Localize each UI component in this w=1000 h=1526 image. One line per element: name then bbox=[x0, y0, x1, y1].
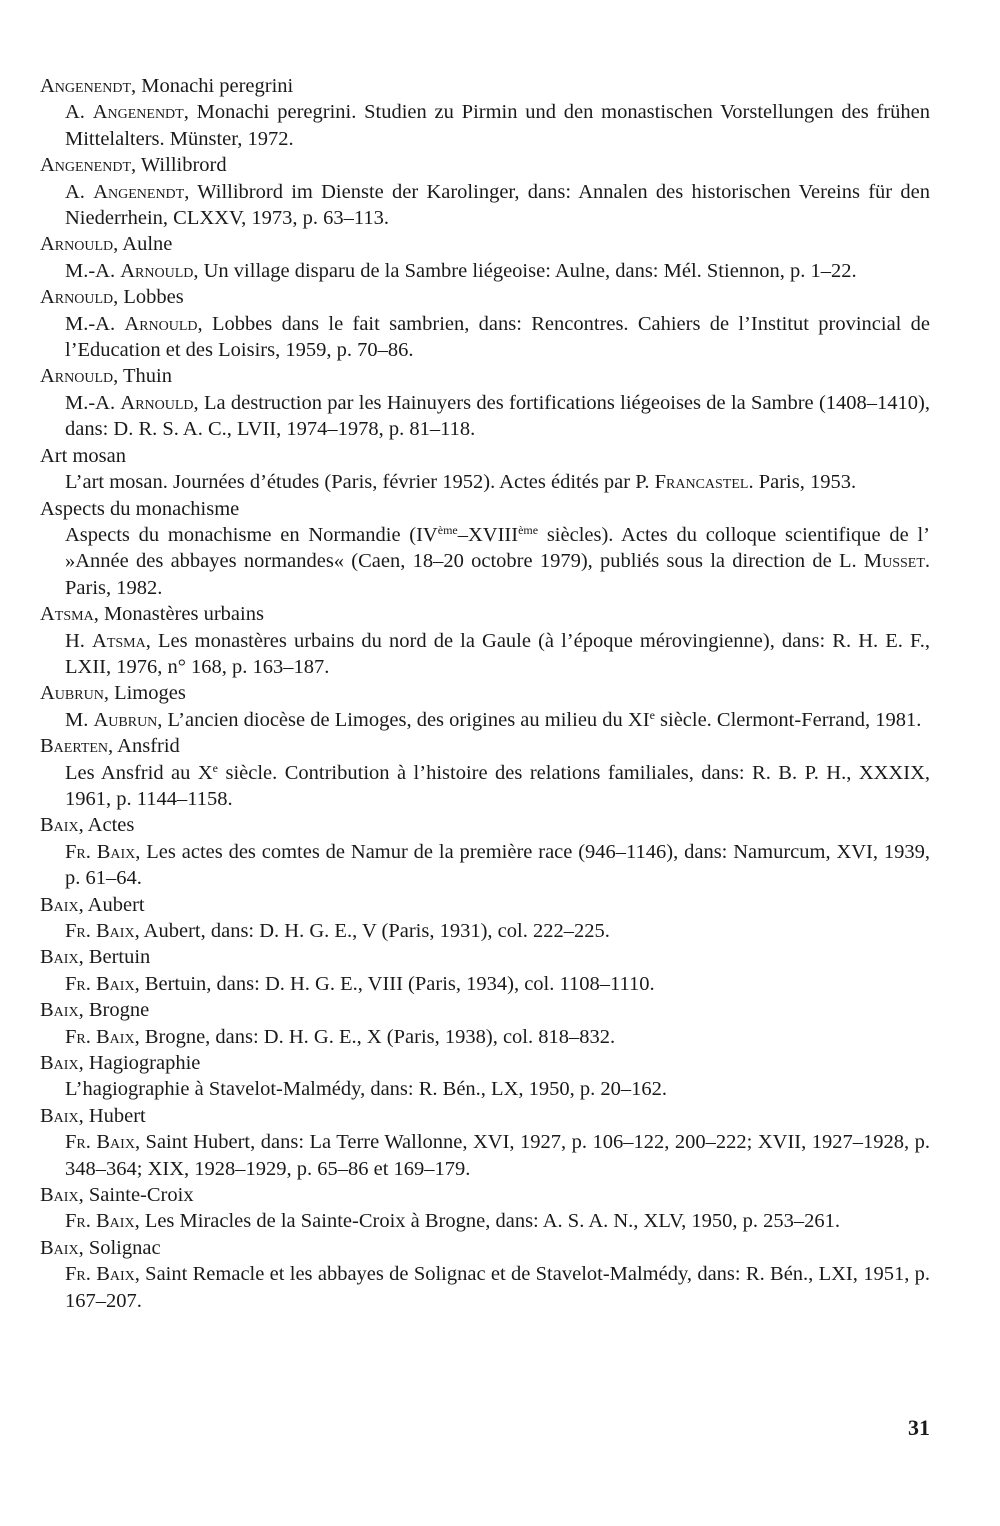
entry-reference: Fr. Baix, Les Miracles de la Sainte-Croix à Brogne, dans: A. S. A. N., XLV, 1950, p. 253–261. bbox=[65, 1210, 841, 1233]
entry-heading: Baix, Actes bbox=[40, 814, 135, 837]
page-number: 31 bbox=[908, 1415, 930, 1440]
entry-reference: L’hagiographie à Stavelot-Malmédy, dans: R. Bén., LX, 1950, p. 20–162. bbox=[65, 1078, 667, 1101]
bibliography-entry bbox=[40, 680, 930, 733]
bibliography-entry bbox=[40, 892, 930, 945]
bibliography-entry bbox=[40, 733, 930, 812]
entry-reference: A. Angenendt, Monachi peregrini. Studien zu Pirmin und den monastischen Vorstellungen des frühen Mittelalters. Münster, 1972. bbox=[65, 101, 930, 150]
entry-heading: Baix, Bertuin bbox=[40, 946, 151, 969]
entry-heading: Art mosan bbox=[40, 444, 126, 467]
entry-heading: Baix, Solignac bbox=[40, 1236, 161, 1259]
entry-reference: H. Atsma, Les monastères urbains du nord de la Gaule (à l’époque mérovingienne), dans: R. H. E. F., LXII, 1976, n° 168, p. 163–187. bbox=[65, 629, 930, 678]
bibliography-entry bbox=[40, 284, 930, 363]
bibliography-list bbox=[40, 73, 930, 1314]
entry-reference: Fr. Baix, Bertuin, dans: D. H. G. E., VIII (Paris, 1934), col. 1108–1110. bbox=[65, 972, 655, 995]
entry-reference: Fr. Baix, Brogne, dans: D. H. G. E., X (Paris, 1938), col. 818–832. bbox=[65, 1025, 616, 1048]
entry-reference: L’art mosan. Journées d’études (Paris, février 1952). Actes édités par P. Francastel. Paris, 1953. bbox=[65, 471, 857, 494]
bibliography-entry bbox=[40, 1050, 930, 1103]
entry-heading: Angenendt, Monachi peregrini bbox=[40, 75, 294, 97]
bibliography-entry bbox=[40, 812, 930, 891]
entry-reference: Fr. Baix, Les actes des comtes de Namur de la première race (946–1146), dans: Namurcum, XVI, 1939, p. 61–64. bbox=[65, 840, 930, 890]
bibliography-entry bbox=[40, 1182, 930, 1235]
bibliography-entry bbox=[40, 944, 930, 997]
bibliography-entry bbox=[40, 997, 930, 1050]
entry-reference: M.-A. Arnould, La destruction par les Hainuyers des fortifications liégeoises de la Sambre (1408–1410), dans: D. R. S. A. C., LVII, 1974–1978, p. 81–118. bbox=[65, 391, 930, 441]
entry-heading: Arnould, Aulne bbox=[40, 233, 173, 256]
entry-reference: M.-A. Arnould, Un village disparu de la Sambre liégeoise: Aulne, dans: Mél. Stiennon, p. 1–22. bbox=[65, 259, 857, 282]
entry-heading: Baix, Hubert bbox=[40, 1104, 146, 1127]
entry-reference: Fr. Baix, Saint Remacle et les abbayes de Solignac et de Stavelot-Malmédy, dans: R. Bén., LXI, 1951, p. 167–207. bbox=[65, 1263, 930, 1312]
entry-reference: M. Aubrun, L’ancien diocèse de Limoges, des origines au milieu du XIe siècle. Clermont-Ferrand, 1981. bbox=[65, 707, 922, 731]
bibliography-entry bbox=[40, 601, 930, 680]
bibliography-entry bbox=[40, 496, 930, 602]
entry-reference: Les Ansfrid au Xe siècle. Contribution à l’histoire des relations familiales, dans: R. B. P. H., XXXIX, 1961, p. 1144–1158. bbox=[65, 760, 930, 810]
bibliography-entry bbox=[40, 1235, 930, 1314]
bibliography-entry bbox=[40, 152, 930, 231]
entry-reference: Fr. Baix, Saint Hubert, dans: La Terre Wallonne, XVI, 1927, p. 106–122, 200–222; XVII, 1927–1928, p. 348–364; XIX, 1928–1929, p. 65–86 et 169–179. bbox=[65, 1131, 930, 1180]
bibliography-entry bbox=[40, 363, 930, 442]
bibliography-entry bbox=[40, 443, 930, 496]
entry-heading: Baix, Sainte-Croix bbox=[40, 1184, 194, 1207]
entry-heading: Arnould, Thuin bbox=[40, 365, 172, 388]
entry-heading: Arnould, Lobbes bbox=[40, 286, 184, 309]
entry-heading: Baix, Brogne bbox=[40, 999, 150, 1022]
entry-heading: Baix, Hagiographie bbox=[40, 1052, 201, 1075]
entry-heading: Aubrun, Limoges bbox=[40, 682, 186, 705]
bibliography-entry bbox=[40, 1103, 930, 1182]
bibliography-entry bbox=[40, 73, 930, 152]
entry-reference: Aspects du monachisme en Normandie (IVème–XVIIIème siècles). Actes du colloque scientifique de l’ »Année des abbayes normandes« (Caen, 18–20 octobre 1979), publiés sous la direction de L. Musset. Paris, 1982. bbox=[65, 522, 931, 599]
entry-heading: Atsma, Monastères urbains bbox=[40, 603, 264, 626]
entry-heading: Baerten, Ansfrid bbox=[40, 735, 180, 758]
entry-reference: M.-A. Arnould, Lobbes dans le fait sambrien, dans: Rencontres. Cahiers de l’Institut provincial de l’Education et des Loisirs, 1959, p. 70–86. bbox=[65, 312, 930, 362]
entry-heading: Baix, Aubert bbox=[40, 893, 145, 916]
bibliography-entry bbox=[40, 231, 930, 284]
entry-heading: Aspects du monachisme bbox=[40, 497, 240, 520]
entry-heading: Angenendt, Willibrord bbox=[40, 154, 227, 177]
entry-reference: Fr. Baix, Aubert, dans: D. H. G. E., V (Paris, 1931), col. 222–225. bbox=[65, 920, 610, 942]
entry-reference: A. Angenendt, Willibrord im Dienste der Karolinger, dans: Annalen des historischen Vereins für den Niederrhein, CLXXV, 1973, p. 63–113. bbox=[65, 180, 930, 230]
